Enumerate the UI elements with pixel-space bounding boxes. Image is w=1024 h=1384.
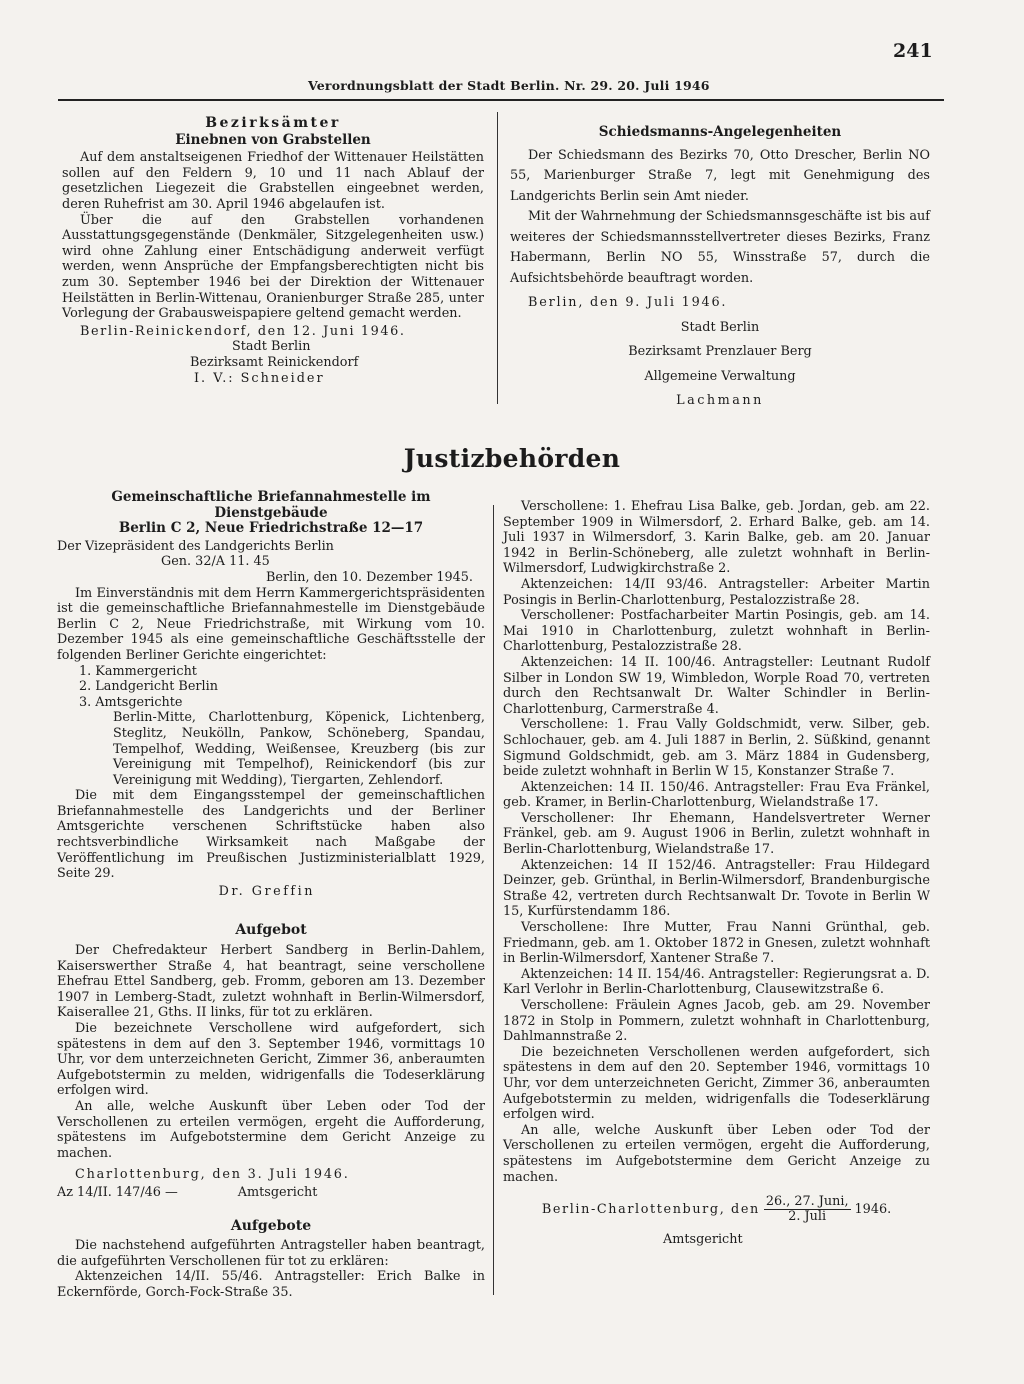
paragraph: Verschollene: 1. Ehefrau Lisa Balke, geb. Jordan, geb. am 22. September 1909 in Wilmersdorf, 2. Erhard Balke, geb. am 14. Juli 1937 in Wilmersdorf, 3. Karin Balke, geb. am 20. Januar 1942 in Berlin-Schöneberg, alle zuletzt wohnhaft in Berlin-Wilmersdorf, Ludwigkirchstraße 2.: [503, 499, 930, 577]
notice-subtitle: Berlin C 2, Neue Friedrichstraße 12—17: [118, 520, 424, 537]
paragraph: Verschollener: Ihr Ehemann, Handelsvertreter Werner Fränkel, geb. am 9. August 1906 in Berlin, zuletzt wohnhaft in Berlin-Charlottenburg, Wielandstraße 17.: [503, 810, 930, 858]
notice-title: Gemeinschaftliche Briefannahmestelle im Dienstgebäude: [111, 489, 431, 521]
paragraph: Der Schiedsmann des Bezirks 70, Otto Drescher, Berlin NO 55, Marienburger Straße 7, legt mit Genehmigung des Landgerichts Berlin sein Amt nieder.: [510, 147, 930, 204]
reference-number: Gen. 32/A 11. 45: [161, 554, 270, 570]
place-date: Charlottenburg, den 3. Juli 1946.: [75, 1167, 350, 1183]
section-title-justiz: Justizbehörden: [403, 444, 621, 473]
justiz-right-column: [503, 499, 930, 1248]
paragraph: Mit der Wahrnehmung der Schiedsmannsgeschäfte ist bis auf weiteres der Schiedsmannsstellvertreter dieses Bezirks, Franz Habermann, Berlin NO 55, Winsstraße 57, durch die Aufsichtsbehörde beauftragt worden.: [510, 209, 930, 286]
paragraph: Aktenzeichen: 14 II 152/46. Antragsteller: Frau Hildegard Deinzer, geb. Grünthal, in Berlin-Wilmersdorf, Brandenburgische Straße 42, vertreten durch Rechtsanwalt Dr. Tovote in Berlin W 15, Kurfürstendamm 186.: [503, 857, 930, 920]
date-prefix: Berlin-Charlottenburg, den: [541, 1201, 760, 1217]
paragraph: Der Chefredakteur Herbert Sandberg in Berlin-Dahlem, Kaiserswerther Straße 4, hat beantragt, seine verschollene Ehefrau Ettel Sandberg, geb. Fromm, geboren am 13. Dezember 1907 in Lemberg-Stadt, zuletzt wohnhaft in Berlin-Wilmersdorf, Kaiserallee 21, Gths. II links, für tot zu erklären.: [57, 943, 485, 1021]
signature-line: Bezirksamt Reinickendorf: [190, 354, 359, 370]
signature-line: Stadt Berlin: [232, 339, 311, 355]
list-item: 1. Kammergericht: [79, 663, 197, 679]
place-date: Berlin, den 9. Juli 1946.: [528, 295, 728, 310]
signature-line: Stadt Berlin: [680, 319, 760, 335]
justiz-left-column: [57, 490, 485, 1301]
case-number: Az 14/II. 147/46 —: [57, 1184, 178, 1200]
signature-line: Bezirksamt Prenzlauer Berg: [628, 344, 812, 359]
place-date: [503, 1195, 930, 1224]
court-name: Amtsgericht: [663, 1232, 743, 1248]
paragraph: Aktenzeichen: 14 II. 150/46. Antragsteller: Frau Eva Fränkel, geb. Kramer, in Berlin-Charlottenburg, Wielandstraße 17.: [503, 779, 930, 811]
section-title-bezirksaemter: Bezirksämter: [205, 115, 341, 131]
paragraph: Aktenzeichen 14/II. 55/46. Antragsteller: Erich Balke in Eckernförde, Gorch-Fock-Straße 35.: [57, 1269, 485, 1300]
signature-name: Dr. Greffin: [218, 883, 315, 899]
paragraph: Auf dem anstaltseigenen Friedhof der Wittenauer Heilstätten sollen auf den Feldern 9, 10 und 11 nach Ablauf der gesetzlichen Liegezeit die Grabstellen eingeebnet werden, deren Ruhefrist am 30. April 1946 abgelaufen ist.: [62, 150, 484, 212]
paragraph: An alle, welche Auskunft über Leben oder Tod der Verschollenen zu erteilen vermögen, ergeht die Aufforderung, spätestens im Aufgebotstermine dem Gericht Anzeige zu machen.: [503, 1122, 930, 1185]
paragraph: Die bezeichnete Verschollene wird aufgefordert, sich spätestens in dem auf den 3. September 1946, vormittags 10 Uhr, vor dem unterzeichneten Gericht, Zimmer 36, anberaumten Aufgebotstermin zu melden, widrigenfalls die Todeserklärung erfolgen wird.: [57, 1021, 485, 1099]
paragraph: An alle, welche Auskunft über Leben oder Tod der Verschollenen zu erteilen vermögen, ergeht die Aufforderung, spätestens im Aufgebotstermine dem Gericht Anzeige zu machen.: [57, 1098, 485, 1161]
reference-line: Der Vizepräsident des Landgerichts Berlin: [57, 538, 334, 554]
paragraph: Die nachstehend aufgeführten Antragsteller haben beantragt, die aufgeführten Verschollenen für tot zu erklären:: [57, 1238, 485, 1269]
notice-title: Einebnen von Grabstellen: [175, 131, 371, 148]
paragraph: Aktenzeichen: 14/II 93/46. Antragsteller: Arbeiter Martin Posingis in Berlin-Charlottenburg, Pestalozzistraße 28.: [503, 576, 930, 608]
page-number: 241: [893, 40, 933, 62]
court-name: Amtsgericht: [237, 1184, 318, 1200]
paragraph: Verschollene: 1. Frau Vally Goldschmidt, verw. Silber, geb. Schlochauer, geb. am 4. Juli 1887 in Berlin, 2. Süßkind, genannt Sigmund Goldschmidt, geb. am 3. März 1884 in Gudensberg, beide zuletzt wohnhaft in Berlin W 15, Konstanzer Straße 7.: [503, 717, 930, 780]
notice-title: Aufgebote: [230, 1217, 312, 1234]
signature-name: I. V.: Schneider: [194, 370, 325, 386]
bezirksaemter-notice: [62, 116, 484, 386]
date-suffix: 1946.: [854, 1201, 892, 1217]
date-top: 26., 27. Juni,: [765, 1194, 849, 1210]
place-date: Berlin-Reinickendorf, den 12. Juni 1946.: [80, 323, 406, 339]
signature-line: Allgemeine Verwaltung: [644, 368, 796, 384]
column-divider: [493, 505, 494, 1295]
signature-name: Lachmann: [676, 393, 764, 408]
list-item: 2. Landgericht Berlin: [79, 679, 218, 695]
schiedsmann-notice: [510, 122, 930, 412]
paragraph: Verschollene: Ihre Mutter, Frau Nanni Grünthal, geb. Friedmann, geb. am 1. Oktober 1872 in Gnesen, zuletzt wohnhaft in Berlin-Wilmersdorf, Xantener Straße 7.: [503, 920, 930, 967]
notice-title: Aufgebot: [235, 922, 307, 939]
paragraph: Verschollene: Fräulein Agnes Jacob, geb. am 29. November 1872 in Stolp in Pommern, zuletzt wohnhaft in Charlottenburg, Dahlmannstraße 2.: [503, 998, 930, 1045]
list-item: 3. Amtsgerichte: [79, 694, 183, 710]
paragraph: Verschollener: Postfacharbeiter Martin Posingis, geb. am 14. Mai 1910 in Charlottenburg, zuletzt wohnhaft in Berlin-Charlottenburg, Pestalozzistraße 28.: [503, 608, 930, 655]
paragraph: Im Einverständnis mit dem Herrn Kammergerichtspräsidenten ist die gemeinschaftliche Briefannahmestelle im Dienstgebäude Berlin C 2, Neue Friedrichstraße, mit Wirkung vom 10. Dezember 1945 als eine gemeinschaftliche Geschäftsstelle der folgenden Berliner Gerichte eingerichtet:: [57, 585, 485, 663]
paragraph: Die bezeichneten Verschollenen werden aufgefordert, sich spätestens in dem auf den 20. September 1946, vormittags 10 Uhr, vor dem unterzeichneten Gericht, Zimmer 36, anberaumten Aufgebotstermin zu melden, widrigenfalls die Todeserklärung erfolgen wird.: [503, 1044, 930, 1123]
date-fraction: [764, 1195, 851, 1224]
column-divider: [497, 112, 498, 404]
header-rule: [58, 99, 944, 101]
paragraph: Aktenzeichen: 14 II. 100/46. Antragsteller: Leutnant Rudolf Silber in London SW 19, Wimbledon, Worple Road 70, vertreten durch den Rechtsanwalt Dr. Walter Schindler in Berlin-Charlottenburg, Carmerstraße 4.: [503, 654, 930, 717]
place-date: Berlin, den 10. Dezember 1945.: [265, 569, 473, 585]
paragraph: Über die auf den Grabstellen vorhandenen Ausstattungsgegenstände (Denkmäler, Sitzgelegenheiten usw.) wird ohne Zahlung einer Entschädigung anderweit verfügt werden, wenn Ansprüche der Empfangsberechtigten nicht bis zum 30. September 1946 bei der Direktion der Wittenauer Heilstätten in Berlin-Wittenau, Oranienburger Straße 285, unter Vorlegung der Grabausweispapiere geltend gemacht werden.: [62, 212, 484, 322]
paragraph: Aktenzeichen: 14 II. 154/46. Antragsteller: Regierungsrat a. D. Karl Verlohr in Berlin-Charlottenburg, Clausewitzstraße 6.: [503, 966, 930, 998]
notice-title: Schiedsmanns-Angelegenheiten: [598, 124, 842, 140]
court-list: Berlin-Mitte, Charlottenburg, Köpenick, Lichtenberg, Steglitz, Neukölln, Pankow, Schöneberg, Spandau, Tempelhof, Wedding, Weißensee, Kreuzberg (bis zur Vereinigung mit Tempelhof), Reinickendorf (bis zur Vereinigung mit Wedding), Tiergarten, Zehlendorf.: [113, 710, 485, 788]
paragraph: Die mit dem Eingangsstempel der gemeinschaftlichen Briefannahmestelle des Landgerichts und der Berliner Amtsgerichte verschenen Schriftstücke haben also rechtsverbindliche Wirksamkeit nach Maßgabe der Veröffentlichung im Preußischen Justizministerialblatt 1929, Seite 29.: [57, 788, 485, 882]
running-title: Verordnungsblatt der Stadt Berlin. Nr. 29. 20. Juli 1946: [308, 78, 710, 93]
date-bottom: 2. Juli: [788, 1209, 827, 1225]
